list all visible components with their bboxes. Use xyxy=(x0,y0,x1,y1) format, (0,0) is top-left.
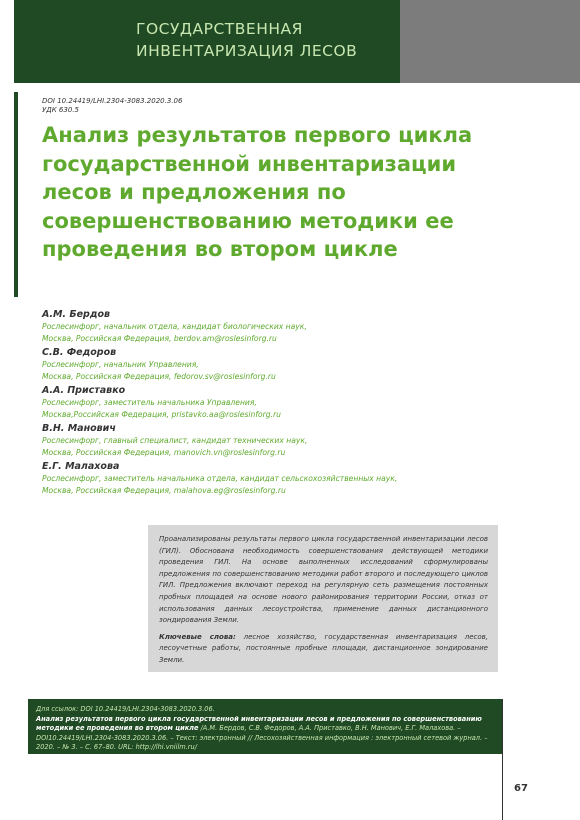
section-title-line1: ГОСУДАРСТВЕННАЯ xyxy=(136,20,303,38)
header-gray-band xyxy=(400,0,580,83)
author-entry xyxy=(42,309,542,344)
author-entry xyxy=(42,423,542,458)
page-number: 67 xyxy=(514,783,528,794)
authors-list xyxy=(42,309,542,499)
article-title: Анализ результатов первого цикла государственной инвентаризации лесов и предложения по совершенствованию методики ее проведения во втором цикле xyxy=(42,123,473,261)
author-entry xyxy=(42,347,542,382)
article-meta xyxy=(42,97,182,115)
doi-text: DOI 10.24419/LHI.2304-3083.2020.3.06 xyxy=(42,97,183,105)
abstract-box xyxy=(148,525,498,672)
citation-rest: /А.М. Бердов, С.В. Федоров, А.А. Приставко, В.Н. Манович, Е.Г. Малахова. – DOI10.24419/LHI.2304-3083.2020.3.06. – Текст: электронный // Лесохозяйственная информация : электронный сетевой журнал. – 2020. – № 3. – С. 67–80. URL: http://lhi.vniilm.ru/ xyxy=(36,724,488,752)
citation-title: Анализ результатов первого цикла государственной инвентаризации лесов и предложения по совершенствованию методики ее проведения во втором цикле xyxy=(36,714,482,733)
journal-header-banner xyxy=(14,0,400,83)
journal-section-title xyxy=(136,18,357,62)
keywords-text: лесное хозяйство, государственная инвентаризация лесов, лесоучетные работы, постоянные пробные площади, дистанционное зондирование Земли. xyxy=(159,632,488,664)
citation-line1: Для ссылок: DOI 10.24419/LHI.2304-3083.2020.3.06. xyxy=(36,705,215,713)
title-accent-bar xyxy=(14,92,18,297)
citation-body xyxy=(36,715,496,753)
section-title-line2: ИНВЕНТАРИЗАЦИЯ ЛЕСОВ xyxy=(136,42,358,60)
citation-box xyxy=(28,699,502,754)
author-affiliation: Рослесинфорг, главный специалист, кандидат технических наук, Москва, Российская Федерация, manovich.vn@roslesinforg.ru xyxy=(42,436,308,457)
author-affiliation: Рослесинфорг, заместитель начальника Управления, Москва,Российская Федерация, pristavko.aa@roslesinforg.ru xyxy=(42,398,281,419)
udk-text: УДК 630.5 xyxy=(42,106,79,114)
author-name: А.М. Бердов xyxy=(42,309,111,320)
keywords-label: Ключевые слова: xyxy=(159,632,236,641)
author-entry xyxy=(42,461,542,496)
author-name: С.В. Федоров xyxy=(42,347,117,358)
author-entry xyxy=(42,385,542,420)
keywords xyxy=(159,632,488,667)
author-name: Е.Г. Малахова xyxy=(42,461,120,472)
author-affiliation: Рослесинфорг, начальник Управления, Москва, Российская Федерация, fedorov.sv@roslesinforg.ru xyxy=(42,360,276,381)
abstract-text: Проанализированы результаты первого цикла государственной инвентаризации лесов (ГИЛ). Обоснована необходимость совершенствования действующей методики проведения ГИЛ. На основе выполненных исследований сформулированы предложения по совершенствованию методики работ второго и последующего циклов ГИЛ. Предложения включают переход на регулярную сеть размещения постоянных пробных площадей на основе нового районирования территории России, отказ от использования данных лесоустройства, применение данных дистанционного зондирования Земли. xyxy=(159,535,488,625)
author-name: В.Н. Манович xyxy=(42,423,116,434)
footer-divider xyxy=(502,699,503,820)
author-affiliation: Рослесинфорг, заместитель начальника отдела, кандидат сельскохозяйственных наук, Москва, Российская Федерация, malahova.eg@roslesinforg.ru xyxy=(42,474,398,495)
author-affiliation: Рослесинфорг, начальник отдела, кандидат биологических наук, Москва, Российская Федерация, berdov.am@roslesinforg.ru xyxy=(42,322,307,343)
author-name: А.А. Приставко xyxy=(42,385,126,396)
